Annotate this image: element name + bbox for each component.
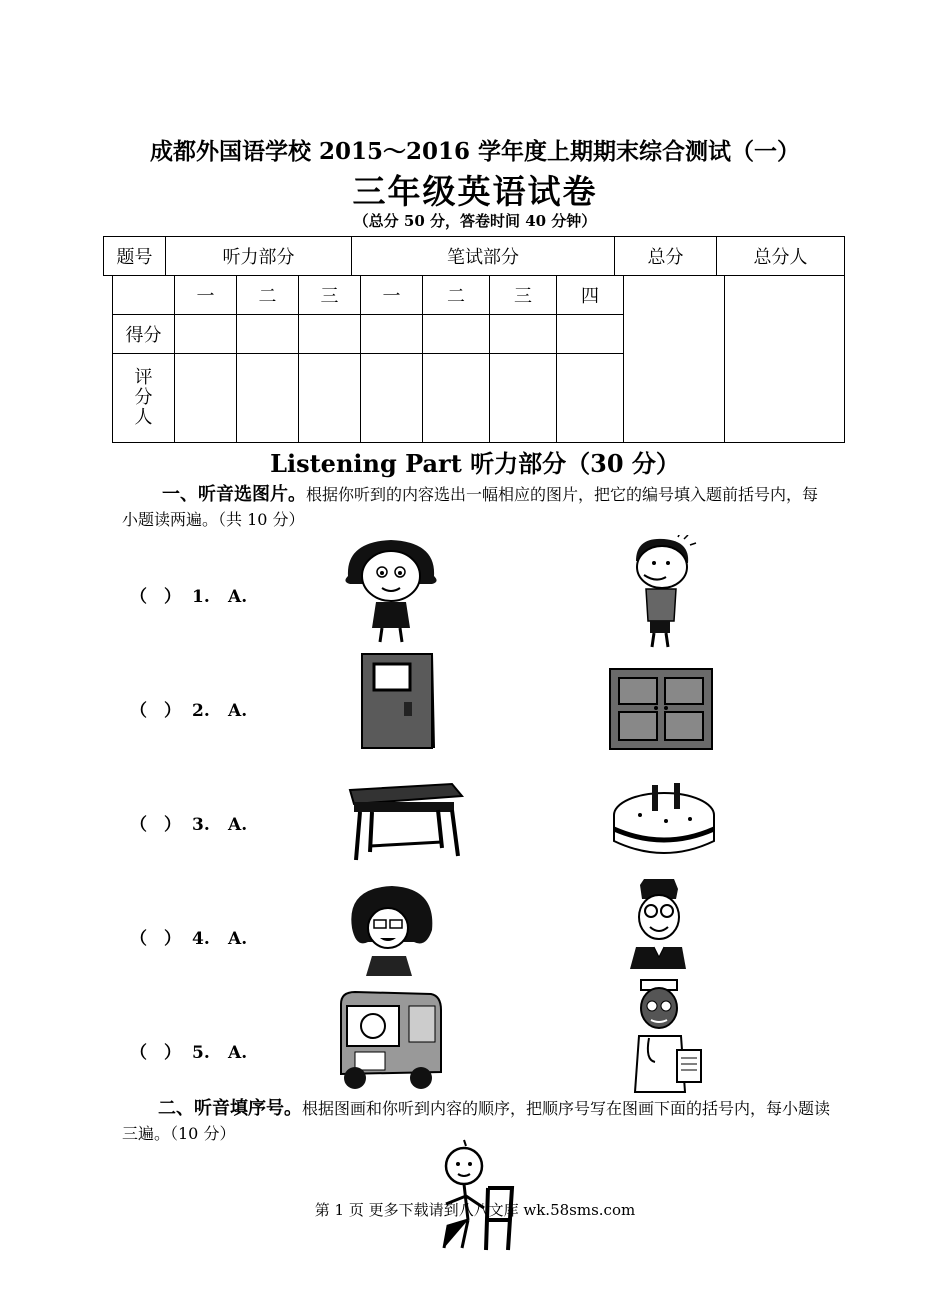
col-listen-3: 三: [299, 276, 361, 315]
desk-picture[interactable]: [340, 772, 466, 866]
answer-bracket[interactable]: （ ）: [130, 1043, 181, 1063]
cell-listening: 听力部分: [166, 237, 352, 276]
score-cell[interactable]: [237, 315, 299, 354]
grader-cell[interactable]: [361, 354, 423, 443]
question-row-2: （ ） 2. A.: [130, 696, 270, 721]
window-picture[interactable]: [609, 668, 713, 750]
boy-chair-picture[interactable]: [428, 1138, 518, 1252]
grader-cell[interactable]: [490, 354, 557, 443]
grader-cell[interactable]: [557, 354, 624, 443]
question-row-1: （ ） 1. A.: [130, 582, 270, 607]
score-cell[interactable]: [361, 315, 423, 354]
question-row-4: （ ） 4. A.: [130, 924, 270, 949]
answer-bracket[interactable]: （ ）: [130, 701, 181, 721]
row-grader-label: 评分人: [113, 354, 175, 443]
part1-heading: 一、听音选图片。: [162, 484, 306, 505]
cake-picture[interactable]: [610, 775, 718, 861]
score-table-body: [112, 275, 845, 443]
answer-bracket[interactable]: （ ）: [130, 587, 181, 607]
man-glasses-picture[interactable]: [626, 877, 688, 970]
grader-cell[interactable]: [237, 354, 299, 443]
grader-total-cell[interactable]: [725, 276, 845, 443]
row-score-label: 得分: [113, 315, 175, 354]
col-listen-2: 二: [237, 276, 299, 315]
part1-instructions: [122, 482, 830, 532]
score-cell[interactable]: [299, 315, 361, 354]
score-cell[interactable]: [557, 315, 624, 354]
cell-question-no: 题号: [104, 237, 166, 276]
answer-bracket[interactable]: （ ）: [130, 929, 181, 949]
part2-text: 根据图画和你听到内容的顺序，把顺序号写在图画下面的括号内，每小题读三遍。（10 分）: [122, 1099, 831, 1143]
score-cell[interactable]: [175, 315, 237, 354]
exam-school-title: 成都外国语学校 2015～2016 学年度上期期末综合测试（一）: [149, 138, 801, 165]
col-write-3: 三: [490, 276, 557, 315]
cell-total: 总分: [615, 237, 717, 276]
part2-heading: 二、听音填序号。: [158, 1098, 302, 1119]
col-write-4: 四: [557, 276, 624, 315]
grader-cell[interactable]: [423, 354, 490, 443]
cell-grader-total: 总分人: [717, 237, 845, 276]
score-cell[interactable]: [423, 315, 490, 354]
grader-cell[interactable]: [175, 354, 237, 443]
cell-writing: 笔试部分: [352, 237, 615, 276]
question-row-3: （ ） 3. A.: [130, 810, 270, 835]
answer-bracket[interactable]: （ ）: [130, 815, 181, 835]
exam-subject-title: 三年级英语试卷: [352, 172, 598, 211]
col-write-2: 二: [423, 276, 490, 315]
col-write-1: 一: [361, 276, 423, 315]
score-table-header: [103, 236, 845, 276]
listening-title: Listening Part 听力部分（30 分）: [270, 449, 680, 478]
exam-note: （总分 50 分，答卷时间 40 分钟）: [353, 212, 597, 230]
question-row-5: （ ） 5. A.: [130, 1038, 270, 1063]
doctor-picture[interactable]: [627, 976, 707, 1094]
col-listen-1: 一: [175, 276, 237, 315]
page-footer: 第 1 页 更多下载请到八八文库 wk.58sms.com: [314, 1201, 636, 1219]
boy-picture[interactable]: [622, 535, 700, 651]
girl-picture[interactable]: [340, 536, 442, 644]
bus-picture[interactable]: [333, 988, 445, 1092]
total-score-cell[interactable]: [624, 276, 725, 443]
woman-picture[interactable]: [346, 884, 436, 976]
part1-text: 根据你听到的内容选出一幅相应的图片，把它的编号填入题前括号内，每小题读两遍。（共 10 分）: [122, 485, 819, 529]
grader-cell[interactable]: [299, 354, 361, 443]
door-picture[interactable]: [360, 652, 436, 750]
score-cell[interactable]: [490, 315, 557, 354]
